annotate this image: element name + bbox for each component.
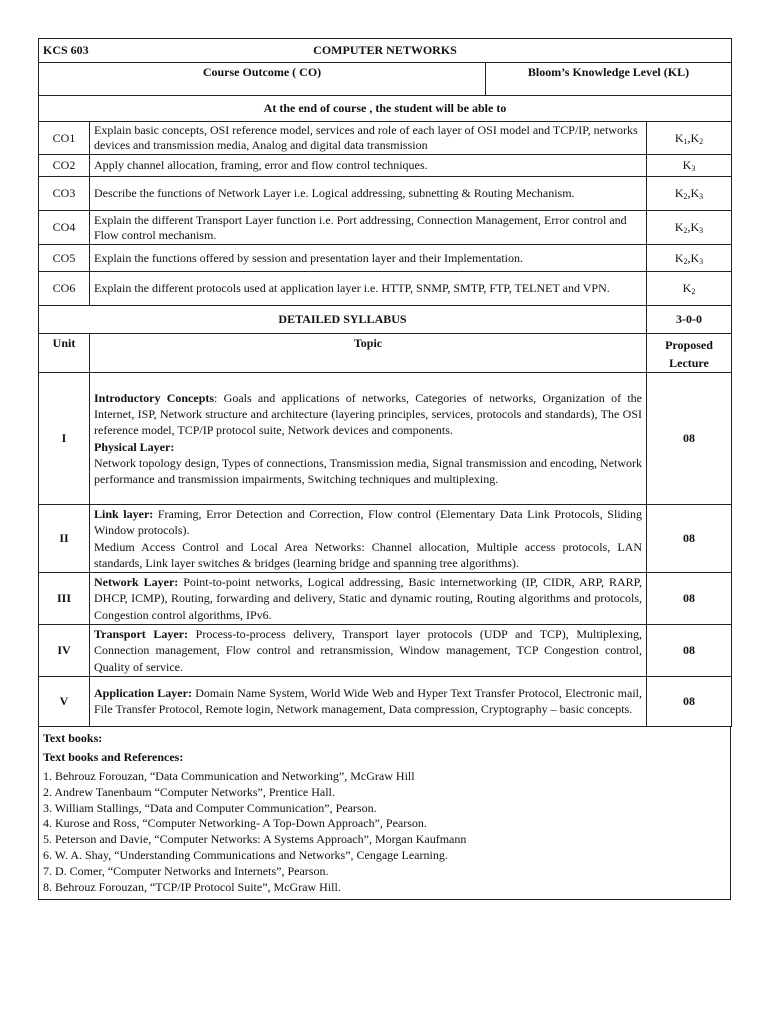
kl-column-header: Bloom’s Knowledge Level (KL): [486, 63, 732, 96]
co-column-header: Course Outcome ( CO): [39, 63, 486, 96]
reference-item: 3. William Stallings, “Data and Computer Communication”, Pearson.: [43, 800, 377, 815]
unit-number: V: [39, 676, 90, 726]
unit-topic-title: Transport Layer:: [94, 627, 189, 642]
unit-topic-text: Domain Name System, World Wide Web and Hyper Text Transfer Protocol, Electronic mail, File Transfer Protocol, Remote login, Network management, Data compression, Cryptography – basic concepts.: [94, 686, 642, 717]
unit-topic-text: Process-to-process delivery, Transport layer protocols (UDP and TCP), Multiplexing, Connection management, Flow control and retransmission, Window management, TCP Congestion control, Quality of service.: [94, 627, 642, 674]
unit-topic-subtitle: Physical Layer:: [94, 439, 175, 454]
co-knowledge-level: $K_1,K_2$: [647, 122, 732, 155]
text-books-heading: Text books:: [43, 730, 103, 745]
co-knowledge-level: $K_2,K_3$: [647, 211, 732, 245]
unit-lectures: 08: [647, 505, 732, 573]
co-description: Explain the functions offered by session and presentation layer and their Implementation.: [90, 245, 647, 272]
co-description: Explain the different Transport Layer function i.e. Port addressing, Connection Management, Error control and Flow control mechanism.: [90, 211, 647, 245]
reference-item: 8. Behrouz Forouzan, “TCP/IP Protocol Suite”, McGraw Hill.: [43, 879, 341, 894]
reference-item: 5. Peterson and Davie, “Computer Networks: A Systems Approach”, Morgan Kaufmann: [43, 832, 467, 847]
course-code: KCS 603: [43, 43, 89, 57]
co-knowledge-level: $K_2,K_3$: [647, 245, 732, 272]
co-description: Describe the functions of Network Layer i.e. Logical addressing, subnetting & Routing Mechanism.: [90, 177, 647, 211]
course-title-row: [39, 39, 732, 63]
unit-topic-title: Application Layer:: [94, 686, 192, 701]
unit-column-header: Unit: [39, 334, 90, 373]
topic-column-header: Topic: [90, 334, 647, 373]
unit-topic-text-2: Medium Access Control and Local Area Networks: Channel allocation, Multiple access protocols, LAN standards, Link layer switches & bridges (learning bridge and spanning tree algorithms).: [94, 539, 642, 570]
unit-topic-text: : Goals and applications of networks, Categories of networks, Organization of the Internet, ISP, Network structure and architecture (layering principles, services, protocols and standards), The OSI reference model, TCP/IP protocol suite, Network devices and components.: [94, 390, 642, 438]
co-description: Explain the different protocols used at application layer i.e. HTTP, SNMP, SMTP, FTP, TELNET and VPN.: [90, 272, 647, 306]
co-knowledge-level: $K_2,K_3$: [647, 177, 732, 211]
reference-item: 6. W. A. Shay, “Understanding Communications and Networks”, Cengage Learning.: [43, 847, 448, 862]
reference-item: 1. Behrouz Forouzan, “Data Communication and Networking”, McGraw Hill: [43, 768, 415, 783]
unit-topic-text: Point-to-point networks, Logical addressing, Basic internetworking (IP, CIDR, ARP, RARP, DHCP, ICMP), Routing, forwarding and delivery, Static and dynamic routing, Routing algorithms and protocols, Congestion control algorithms, IPv6.: [94, 575, 642, 622]
co-description: Explain basic concepts, OSI reference model, services and role of each layer of OSI model and TCP/IP, networks devices and transmission media, Analog and digital data transmission: [90, 122, 647, 155]
unit-topic-title: Link layer:: [94, 507, 154, 521]
unit-number: IV: [39, 625, 90, 677]
syllabus-document: [38, 38, 731, 900]
co-knowledge-level: $K_3$: [647, 155, 732, 177]
unit-topic: [90, 676, 647, 726]
co-id: CO1: [39, 122, 90, 155]
unit-lectures: 08: [647, 373, 732, 505]
co-intro: At the end of course , the student will be able to: [39, 96, 732, 122]
unit-number: I: [39, 373, 90, 505]
course-title: COMPUTER NETWORKS: [313, 43, 457, 57]
co-id: CO5: [39, 245, 90, 272]
references-section: [38, 727, 731, 900]
unit-lectures: 08: [647, 676, 732, 726]
unit-topic: [90, 625, 647, 677]
unit-topic-title: Introductory Concepts: [94, 390, 215, 405]
unit-topic: [90, 505, 647, 573]
unit-number: III: [39, 573, 90, 625]
unit-topic-text: Framing, Error Detection and Correction, Flow control (Elementary Data Link Protocols, Sliding Window protocols).: [94, 507, 642, 538]
lecture-column-header: Proposed Lecture: [647, 334, 732, 373]
ltp-value: 3-0-0: [647, 306, 732, 334]
reference-item: 7. D. Comer, “Computer Networks and Internets”, Pearson.: [43, 863, 329, 878]
co-id: CO6: [39, 272, 90, 306]
co-knowledge-level: $K_2$: [647, 272, 732, 306]
unit-topic-text-2: Network topology design, Types of connections, Transmission media, Signal transmission and encoding, Network performance and transmission impairments, Switching techniques and multiplexing.: [94, 455, 642, 487]
reference-item: 2. Andrew Tanenbaum “Computer Networks”, Prentice Hall.: [43, 784, 335, 799]
unit-lectures: 08: [647, 573, 732, 625]
unit-number: II: [39, 505, 90, 573]
reference-item: 4. Kurose and Ross, “Computer Networking- A Top-Down Approach”, Pearson.: [43, 816, 427, 831]
unit-topic: [90, 573, 647, 625]
unit-topic: [90, 373, 647, 505]
co-id: CO4: [39, 211, 90, 245]
text-books-references-heading: Text books and References:: [43, 749, 184, 764]
unit-lectures: 08: [647, 625, 732, 677]
co-description: Apply channel allocation, framing, error and flow control techniques.: [90, 155, 647, 177]
syllabus-table: [38, 38, 732, 727]
co-id: CO3: [39, 177, 90, 211]
unit-topic-title: Network Layer:: [94, 575, 179, 590]
syllabus-heading: DETAILED SYLLABUS: [39, 306, 647, 334]
co-id: CO2: [39, 155, 90, 177]
